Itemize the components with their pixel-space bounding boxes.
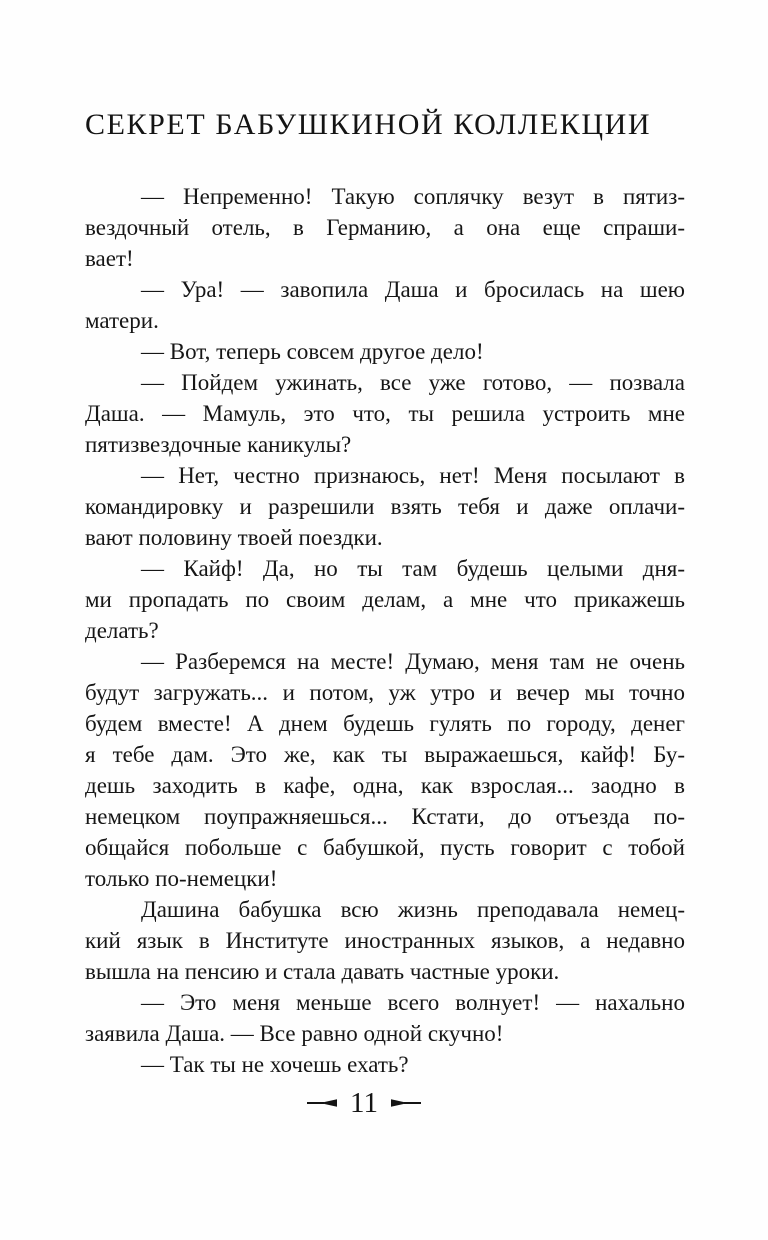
text-line: общайся побольше с бабушкой, пусть говорит с тобой: [85, 835, 685, 860]
text-line: кий язык в Институте иностранных языков, а недавно: [85, 928, 685, 953]
text-line: вездочный отель, в Германию, а она еще спраши-: [85, 215, 685, 240]
paragraph: [85, 274, 685, 336]
body-text: [85, 181, 685, 1080]
paragraph: [85, 987, 685, 1049]
text-line: будем вместе! А днем будешь гулять по городу, денег: [85, 711, 685, 736]
tapered-dash-left-icon: [307, 1098, 337, 1108]
text-line: будут загружать... и потом, уж утро и вечер мы точно: [85, 680, 685, 705]
text-line: — Вот, теперь совсем другое дело!: [141, 339, 484, 364]
paragraph: [85, 460, 685, 553]
text-line: ми пропадать по своим делам, а мне что прикажешь: [85, 587, 685, 612]
text-line: — Пойдем ужинать, все уже готово, — позвала: [141, 370, 685, 395]
paragraph: [85, 367, 685, 460]
text-line: — Так ты не хочешь ехать?: [141, 1052, 409, 1077]
text-line: Даша. — Мамуль, это что, ты решила устроить мне: [85, 401, 685, 426]
text-line: — Кайф! Да, но ты там будешь целыми дня-: [141, 556, 685, 581]
tapered-dash-right-icon: [391, 1098, 421, 1108]
paragraph: [85, 646, 685, 894]
paragraph: [85, 181, 685, 274]
text-line: делать?: [85, 618, 159, 643]
text-line: я тебе дам. Это же, как ты выражаешься, кайф! Бу-: [85, 742, 685, 767]
paragraph: [85, 1049, 685, 1080]
text-line: заявила Даша. — Все равно одной скучно!: [85, 1021, 504, 1046]
page-footer: [64, 1088, 664, 1118]
text-line: — Нет, честно признаюсь, нет! Меня посылают в: [141, 463, 685, 488]
text-line: командировку и разрешили взять тебя и даже оплачи-: [85, 494, 685, 519]
chapter-title: СЕКРЕТ БАБУШКИНОЙ КОЛЛЕКЦИИ: [85, 108, 652, 141]
text-line: — Разберемся на месте! Думаю, меня там не очень: [141, 649, 685, 674]
text-line: пятизвездочные каникулы?: [85, 432, 352, 457]
page-number: 11: [350, 1087, 378, 1119]
text-line: немецком поупражняешься... Кстати, до отъезда по-: [85, 804, 685, 829]
text-line: вышла на пенсию и стала давать частные уроки.: [85, 959, 560, 984]
paragraph: [85, 553, 685, 646]
text-line: только по-немецки!: [85, 866, 278, 891]
text-line: матери.: [85, 308, 159, 333]
text-line: дешь заходить в кафе, одна, как взрослая... заодно в: [85, 773, 685, 798]
text-line: — Ура! — завопила Даша и бросилась на шею: [141, 277, 685, 302]
text-line: вает!: [85, 246, 134, 271]
text-line: Дашина бабушка всю жизнь преподавала немец-: [141, 897, 685, 922]
text-line: — Непременно! Такую соплячку везут в пятиз-: [141, 184, 685, 209]
paragraph: [85, 336, 685, 367]
paragraph: [85, 894, 685, 987]
text-line: вают половину твоей поездки.: [85, 525, 383, 550]
text-line: — Это меня меньше всего волнует! — нахально: [141, 990, 685, 1015]
